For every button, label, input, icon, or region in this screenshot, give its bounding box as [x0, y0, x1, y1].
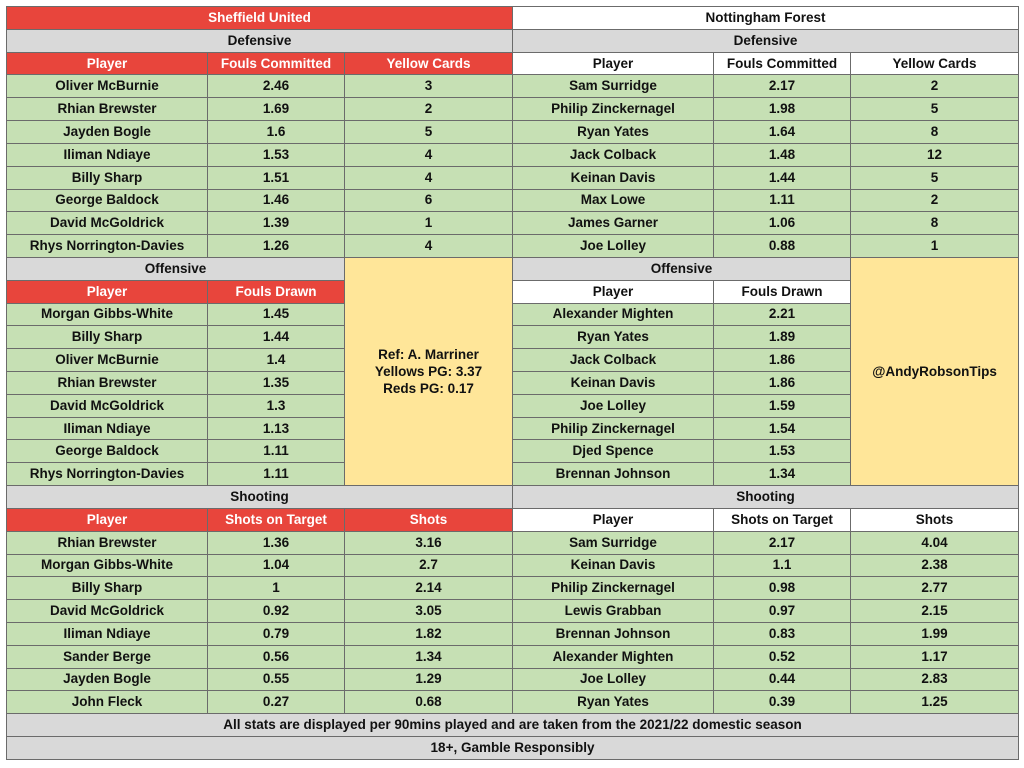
value-cell: 2.14 — [345, 577, 513, 600]
value-cell: 1.04 — [208, 554, 345, 577]
value-cell: 2.21 — [714, 303, 851, 326]
player-cell: Brennan Johnson — [513, 622, 714, 645]
table-row — [7, 121, 1019, 144]
player-cell: Oliver McBurnie — [7, 349, 208, 372]
value-cell: 1.64 — [714, 121, 851, 144]
player-header: Player — [7, 280, 208, 303]
value-cell: 1.59 — [714, 394, 851, 417]
player-cell: Iliman Ndiaye — [7, 417, 208, 440]
player-header: Player — [513, 508, 714, 531]
value-cell: 0.52 — [714, 645, 851, 668]
player-cell: John Fleck — [7, 691, 208, 714]
metric-header: Fouls Drawn — [714, 280, 851, 303]
header-row — [7, 52, 1019, 75]
player-cell: Sam Surridge — [513, 75, 714, 98]
player-cell: Jayden Bogle — [7, 121, 208, 144]
table-row — [7, 645, 1019, 668]
value-cell: 0.44 — [714, 668, 851, 691]
value-cell: 1.54 — [714, 417, 851, 440]
value-cell: 2 — [851, 75, 1019, 98]
value-cell: 5 — [851, 166, 1019, 189]
handle-cell — [851, 257, 1019, 485]
value-cell: 2 — [345, 98, 513, 121]
section-title-defensive: Defensive — [513, 29, 1019, 52]
value-cell: 5 — [851, 98, 1019, 121]
value-cell: 1.44 — [714, 166, 851, 189]
player-cell: Philip Zinckernagel — [513, 98, 714, 121]
footer-row — [7, 714, 1019, 737]
value-cell: 2.77 — [851, 577, 1019, 600]
value-cell: 3.05 — [345, 600, 513, 623]
player-cell: George Baldock — [7, 189, 208, 212]
section-title-shooting: Shooting — [513, 486, 1019, 509]
value-cell: 1.82 — [345, 622, 513, 645]
section-row — [7, 486, 1019, 509]
player-cell: Rhian Brewster — [7, 372, 208, 395]
value-cell: 5 — [345, 121, 513, 144]
player-header: Player — [513, 280, 714, 303]
value-cell: 1 — [208, 577, 345, 600]
value-cell: 0.27 — [208, 691, 345, 714]
table-row — [7, 98, 1019, 121]
value-cell: 4 — [345, 143, 513, 166]
player-cell: Max Lowe — [513, 189, 714, 212]
team-title-home: Sheffield United — [7, 7, 513, 30]
metric-header: Fouls Committed — [208, 52, 345, 75]
metric-header: Shots — [345, 508, 513, 531]
player-cell: Keinan Davis — [513, 372, 714, 395]
value-cell: 0.39 — [714, 691, 851, 714]
player-cell: Philip Zinckernagel — [513, 417, 714, 440]
referee-info — [345, 257, 513, 485]
value-cell: 1.69 — [208, 98, 345, 121]
player-cell: David McGoldrick — [7, 212, 208, 235]
value-cell: 1.11 — [208, 463, 345, 486]
table-row — [7, 212, 1019, 235]
player-cell: Sam Surridge — [513, 531, 714, 554]
player-header: Player — [7, 508, 208, 531]
value-cell: 1.86 — [714, 349, 851, 372]
player-cell: Alexander Mighten — [513, 303, 714, 326]
value-cell: 4 — [345, 235, 513, 258]
value-cell: 1.36 — [208, 531, 345, 554]
value-cell: 1.48 — [714, 143, 851, 166]
value-cell: 1.39 — [208, 212, 345, 235]
stats-sheet — [6, 6, 1019, 760]
metric-header: Yellow Cards — [345, 52, 513, 75]
value-cell: 1.46 — [208, 189, 345, 212]
twitter-handle: @AndyRobsonTips — [872, 364, 997, 379]
value-cell: 0.92 — [208, 600, 345, 623]
player-cell: Morgan Gibbs-White — [7, 303, 208, 326]
player-cell: James Garner — [513, 212, 714, 235]
value-cell: 1.53 — [714, 440, 851, 463]
footer-note: All stats are displayed per 90mins played and are taken from the 2021/22 domestic season — [7, 714, 1019, 737]
value-cell: 3 — [345, 75, 513, 98]
value-cell: 1.1 — [714, 554, 851, 577]
player-header: Player — [7, 52, 208, 75]
table-row — [7, 235, 1019, 258]
value-cell: 0.56 — [208, 645, 345, 668]
value-cell: 2.83 — [851, 668, 1019, 691]
value-cell: 1.35 — [208, 372, 345, 395]
value-cell: 1 — [851, 235, 1019, 258]
value-cell: 0.88 — [714, 235, 851, 258]
value-cell: 12 — [851, 143, 1019, 166]
player-cell: Billy Sharp — [7, 326, 208, 349]
value-cell: 1.29 — [345, 668, 513, 691]
value-cell: 1.53 — [208, 143, 345, 166]
table-row — [7, 189, 1019, 212]
player-cell: Lewis Grabban — [513, 600, 714, 623]
table-row — [7, 531, 1019, 554]
value-cell: 0.97 — [714, 600, 851, 623]
player-cell: Iliman Ndiaye — [7, 143, 208, 166]
player-cell: Sander Berge — [7, 645, 208, 668]
player-cell: Alexander Mighten — [513, 645, 714, 668]
value-cell: 1.11 — [714, 189, 851, 212]
metric-header: Fouls Drawn — [208, 280, 345, 303]
metric-header: Shots on Target — [208, 508, 345, 531]
value-cell: 2.17 — [714, 75, 851, 98]
footer-disclaimer: 18+, Gamble Responsibly — [7, 737, 1019, 760]
value-cell: 8 — [851, 212, 1019, 235]
referee-name: Ref: A. Marriner — [378, 347, 479, 362]
value-cell: 4 — [345, 166, 513, 189]
player-cell: Ryan Yates — [513, 121, 714, 144]
value-cell: 2.17 — [714, 531, 851, 554]
table-row — [7, 143, 1019, 166]
value-cell: 1.06 — [714, 212, 851, 235]
value-cell: 1.89 — [714, 326, 851, 349]
value-cell: 1.11 — [208, 440, 345, 463]
player-cell: Iliman Ndiaye — [7, 622, 208, 645]
player-cell: Joe Lolley — [513, 235, 714, 258]
player-cell: Ryan Yates — [513, 691, 714, 714]
team-title-away: Nottingham Forest — [513, 7, 1019, 30]
header-row — [7, 508, 1019, 531]
value-cell: 1.26 — [208, 235, 345, 258]
section-title-defensive: Defensive — [7, 29, 513, 52]
player-cell: Jack Colback — [513, 349, 714, 372]
player-cell: Oliver McBurnie — [7, 75, 208, 98]
player-cell: David McGoldrick — [7, 394, 208, 417]
value-cell: 0.98 — [714, 577, 851, 600]
player-cell: Keinan Davis — [513, 554, 714, 577]
section-row — [7, 257, 1019, 280]
player-cell: Rhian Brewster — [7, 98, 208, 121]
player-cell: Djed Spence — [513, 440, 714, 463]
metric-header: Shots — [851, 508, 1019, 531]
player-cell: Rhys Norrington-Davies — [7, 235, 208, 258]
value-cell: 2.7 — [345, 554, 513, 577]
table-row — [7, 668, 1019, 691]
value-cell: 0.68 — [345, 691, 513, 714]
player-cell: Billy Sharp — [7, 577, 208, 600]
table-row — [7, 691, 1019, 714]
value-cell: 1.25 — [851, 691, 1019, 714]
value-cell: 1.98 — [714, 98, 851, 121]
table-row — [7, 75, 1019, 98]
value-cell: 3.16 — [345, 531, 513, 554]
value-cell: 2.46 — [208, 75, 345, 98]
player-cell: George Baldock — [7, 440, 208, 463]
player-cell: Rhys Norrington-Davies — [7, 463, 208, 486]
player-cell: David McGoldrick — [7, 600, 208, 623]
team-title-row — [7, 7, 1019, 30]
player-cell: Billy Sharp — [7, 166, 208, 189]
player-cell: Joe Lolley — [513, 668, 714, 691]
metric-header: Shots on Target — [714, 508, 851, 531]
player-cell: Morgan Gibbs-White — [7, 554, 208, 577]
table-row — [7, 554, 1019, 577]
value-cell: 1.45 — [208, 303, 345, 326]
value-cell: 1.4 — [208, 349, 345, 372]
section-row — [7, 29, 1019, 52]
section-title-offensive: Offensive — [513, 257, 851, 280]
player-cell: Keinan Davis — [513, 166, 714, 189]
player-cell: Rhian Brewster — [7, 531, 208, 554]
value-cell: 0.55 — [208, 668, 345, 691]
section-title-offensive: Offensive — [7, 257, 345, 280]
value-cell: 0.79 — [208, 622, 345, 645]
metric-header: Yellow Cards — [851, 52, 1019, 75]
value-cell: 1.86 — [714, 372, 851, 395]
value-cell: 1.34 — [714, 463, 851, 486]
value-cell: 1.34 — [345, 645, 513, 668]
value-cell: 4.04 — [851, 531, 1019, 554]
player-cell: Ryan Yates — [513, 326, 714, 349]
value-cell: 1.17 — [851, 645, 1019, 668]
value-cell: 1.13 — [208, 417, 345, 440]
table-row — [7, 577, 1019, 600]
player-cell: Brennan Johnson — [513, 463, 714, 486]
player-cell: Jayden Bogle — [7, 668, 208, 691]
table-row — [7, 622, 1019, 645]
section-title-shooting: Shooting — [7, 486, 513, 509]
value-cell: 1.3 — [208, 394, 345, 417]
referee-reds: Reds PG: 0.17 — [383, 381, 474, 396]
footer-row — [7, 737, 1019, 760]
stats-sheet-body — [7, 7, 1019, 760]
value-cell: 1.51 — [208, 166, 345, 189]
value-cell: 1 — [345, 212, 513, 235]
player-header: Player — [513, 52, 714, 75]
metric-header: Fouls Committed — [714, 52, 851, 75]
value-cell: 2 — [851, 189, 1019, 212]
value-cell: 8 — [851, 121, 1019, 144]
player-cell: Philip Zinckernagel — [513, 577, 714, 600]
value-cell: 6 — [345, 189, 513, 212]
value-cell: 1.6 — [208, 121, 345, 144]
value-cell: 2.15 — [851, 600, 1019, 623]
table-row — [7, 600, 1019, 623]
value-cell: 1.99 — [851, 622, 1019, 645]
player-cell: Joe Lolley — [513, 394, 714, 417]
player-cell: Jack Colback — [513, 143, 714, 166]
value-cell: 2.38 — [851, 554, 1019, 577]
value-cell: 1.44 — [208, 326, 345, 349]
referee-yellows: Yellows PG: 3.37 — [374, 364, 483, 379]
table-row — [7, 166, 1019, 189]
value-cell: 0.83 — [714, 622, 851, 645]
